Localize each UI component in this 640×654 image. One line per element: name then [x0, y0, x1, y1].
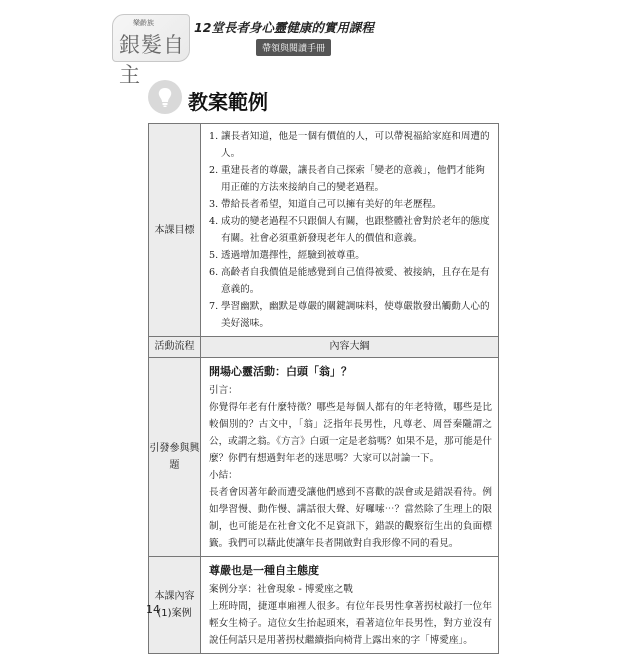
- book-title: 12堂長者身心靈健康的實用課程: [194, 20, 374, 35]
- goal-item: 5. 透過增加選擇性，經驗到被尊重。: [209, 250, 365, 261]
- intro-row: [149, 358, 499, 557]
- case-row: [149, 557, 499, 654]
- book-header: [108, 12, 438, 87]
- intro-activity-title: 開場心靈活動：白頭「翁」？: [209, 365, 352, 378]
- summary-label: 小結：: [209, 470, 238, 481]
- case-text: 上班時間，捷運車廂裡人很多。有位年長男性拿著拐杖敲打一位年輕女生椅子。這位女生抬起頭來，看著這位年長男性，對方並沒有說任何話只是用著拐杖繼續指向椅背上露出來的字「博愛座」。: [209, 601, 492, 646]
- goals-label: 本課目標: [149, 124, 201, 337]
- goal-item: 1. 讓長者知道，他是一個有價值的人，可以帶視福給家庭和周遭的人。: [209, 131, 490, 159]
- goal-item: 3. 帶給長者希望，知道自己可以擁有美好的年老歷程。: [209, 199, 442, 210]
- goal-item: 2. 重建長者的尊嚴，讓長者自己探索「變老的意義」，他們才能夠用正確的方法來接納自己的變老過程。: [209, 165, 485, 193]
- series-logo-small-text: 樂齡族: [133, 19, 154, 27]
- goal-item: 4. 成功的變老過程不只跟個人有關，也跟整體社會對於老年的態度有關。社會必須重新發現老年人的價值和意義。: [209, 216, 490, 244]
- book-subtitle-badge: 帶領與閱讀手冊: [256, 39, 331, 56]
- goal-item: 6. 高齡者自我價值是能感覺到自己值得被愛、被接納，且存在是有意義的。: [209, 267, 490, 295]
- outline-label: 內容大綱: [201, 337, 499, 358]
- intro-cell: [201, 358, 499, 557]
- section-heading: [148, 80, 268, 116]
- section-title: 教案範例: [188, 90, 268, 114]
- series-logo-main-text: 銀髮自主: [119, 33, 185, 87]
- goals-list: [209, 128, 492, 332]
- lightbulb-icon: [148, 80, 182, 114]
- case-cell: [201, 557, 499, 654]
- intro-label: 引發參與興題: [149, 358, 201, 557]
- goals-row: [149, 124, 499, 337]
- summary-text: 長者會因著年齡而遭受讓他們感到不喜歡的誤會或是錯誤看待。例如學習慢、動作慢、講話很大聲、好囉嗦⋯？當然除了生理上的限制，也可能是在社會文化不足資訊下，錯誤的觀察衍生出的負面標籤。我們可以藉此使讓年長者開啟對自我形像不同的看見。: [209, 487, 492, 549]
- goals-cell: [201, 124, 499, 337]
- lead-text: 你覺得年老有什麼特徵？哪些是每個人都有的年老特徵，哪些是比較個別的？古文中，「翁」泛指年長男性，凡尊老、周晉秦隴謂之公，或謂之翁。《方言》白頭一定是老翁嗎？如果不是，那可能是什麼？你們有想過對年老的迷思嗎？大家可以討論一下。: [209, 402, 493, 464]
- lead-label: 引言：: [209, 385, 238, 396]
- lesson-plan-table: [148, 123, 499, 654]
- flow-label: 活動流程: [149, 337, 201, 358]
- case-share-label: 案例分享：社會現象 - 博愛座之戰: [209, 584, 353, 595]
- goal-item: 7. 學習幽默，幽默是尊嚴的關鍵調味料，使尊嚴散發出觸動人心的美好滋味。: [209, 301, 490, 329]
- flow-header-row: [149, 337, 499, 358]
- page-number: 14: [146, 603, 160, 616]
- series-logo: [112, 14, 190, 87]
- case-title: 尊嚴也是一種自主態度: [209, 564, 319, 577]
- case-label: 本課內容(1)案例: [149, 557, 201, 654]
